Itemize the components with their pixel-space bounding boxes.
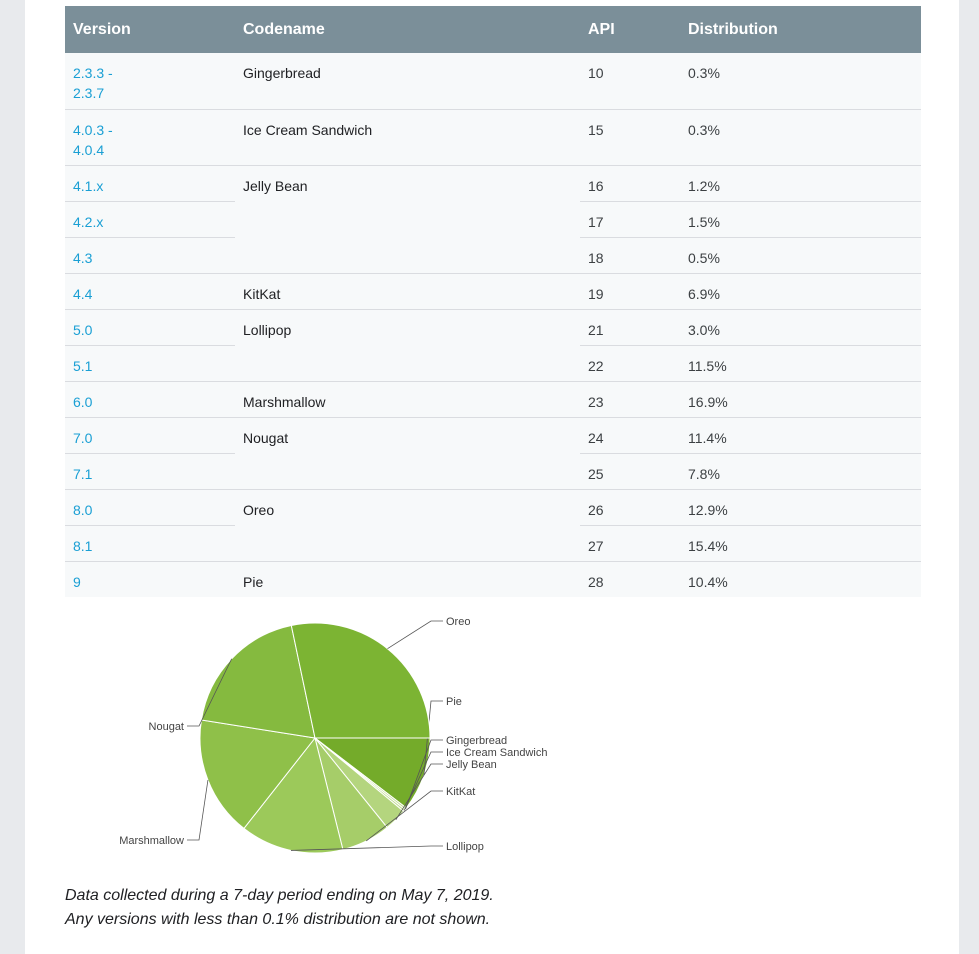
api-cell: 19 [580, 273, 680, 309]
pie-label: Pie [446, 696, 462, 708]
table-row [65, 109, 921, 165]
codename-cell: Lollipop [235, 309, 580, 381]
pie-label: Nougat [148, 721, 184, 733]
table-row [65, 417, 921, 453]
codename-cell: Gingerbread [235, 53, 580, 109]
distribution-cell: 0.3% [680, 53, 921, 109]
footnote [65, 884, 494, 932]
table-row [65, 489, 921, 525]
distribution-cell: 6.9% [680, 273, 921, 309]
distribution-cell: 15.4% [680, 525, 921, 561]
api-cell: 17 [580, 201, 680, 237]
table-row [65, 165, 921, 201]
distribution-cell: 11.4% [680, 417, 921, 453]
table-row [65, 381, 921, 417]
header-api: API [580, 6, 680, 53]
table-row [65, 273, 921, 309]
codename-cell: Pie [235, 561, 580, 597]
distribution-cell: 1.5% [680, 201, 921, 237]
codename-cell: Jelly Bean [235, 165, 580, 273]
version-link[interactable] [65, 53, 235, 109]
api-cell: 18 [580, 237, 680, 273]
distribution-cell: 11.5% [680, 345, 921, 381]
api-cell: 15 [580, 109, 680, 165]
api-cell: 23 [580, 381, 680, 417]
api-cell: 21 [580, 309, 680, 345]
header-version: Version [65, 6, 235, 53]
version-link[interactable]: 5.0 [65, 309, 235, 345]
codename-cell: Nougat [235, 417, 580, 489]
pie-label: KitKat [446, 786, 476, 798]
version-link[interactable] [65, 109, 235, 165]
table-header-row [65, 6, 921, 53]
distribution-cell: 16.9% [680, 381, 921, 417]
version-link[interactable]: 7.0 [65, 417, 235, 453]
pie-label: Oreo [446, 616, 471, 628]
table-row [65, 53, 921, 109]
header-distribution: Distribution [680, 6, 921, 53]
version-link[interactable]: 7.1 [65, 453, 235, 489]
pie-leader-line [387, 621, 443, 649]
api-cell: 25 [580, 453, 680, 489]
distribution-cell: 3.0% [680, 309, 921, 345]
api-cell: 26 [580, 489, 680, 525]
distribution-cell: 7.8% [680, 453, 921, 489]
footnote-line-2: Any versions with less than 0.1% distribution are not shown. [65, 911, 491, 928]
api-cell: 10 [580, 53, 680, 109]
version-label[interactable]: 4.0.3 - 4.0.4 [73, 121, 113, 158]
version-link[interactable]: 4.4 [65, 273, 235, 309]
table-row [65, 309, 921, 345]
table-row [65, 561, 921, 597]
pie-label: Lollipop [446, 841, 484, 853]
version-link[interactable]: 5.1 [65, 345, 235, 381]
distribution-cell: 1.2% [680, 165, 921, 201]
version-link[interactable]: 4.2.x [65, 201, 235, 237]
codename-cell: Marshmallow [235, 381, 580, 417]
pie-slice-oreo [291, 623, 430, 738]
version-label[interactable]: 2.3.3 - 2.3.7 [73, 65, 113, 101]
distribution-cell: 0.3% [680, 109, 921, 165]
api-cell: 22 [580, 345, 680, 381]
distribution-table [65, 6, 921, 597]
version-link[interactable]: 8.0 [65, 489, 235, 525]
api-cell: 28 [580, 561, 680, 597]
api-cell: 27 [580, 525, 680, 561]
distribution-pie-chart [65, 600, 585, 870]
api-cell: 24 [580, 417, 680, 453]
distribution-cell: 0.5% [680, 237, 921, 273]
pie-label: Marshmallow [119, 835, 184, 847]
version-link[interactable]: 6.0 [65, 381, 235, 417]
pie-leader-line [187, 780, 208, 840]
version-link[interactable]: 4.1.x [65, 165, 235, 201]
distribution-cell: 10.4% [680, 561, 921, 597]
codename-cell: Ice Cream Sandwich [235, 109, 580, 165]
pie-label: Ice Cream Sandwich [446, 747, 548, 759]
api-cell: 16 [580, 165, 680, 201]
codename-cell: KitKat [235, 273, 580, 309]
version-link[interactable]: 4.3 [65, 237, 235, 273]
version-link[interactable]: 8.1 [65, 525, 235, 561]
header-codename: Codename [235, 6, 580, 53]
pie-label: Gingerbread [446, 735, 508, 747]
codename-cell: Oreo [235, 489, 580, 561]
footnote-line-1: Data collected during a 7-day period ending on May 7, 2019. [65, 887, 494, 904]
distribution-cell: 12.9% [680, 489, 921, 525]
version-link[interactable]: 9 [65, 561, 235, 597]
pie-label: Jelly Bean [446, 759, 497, 771]
